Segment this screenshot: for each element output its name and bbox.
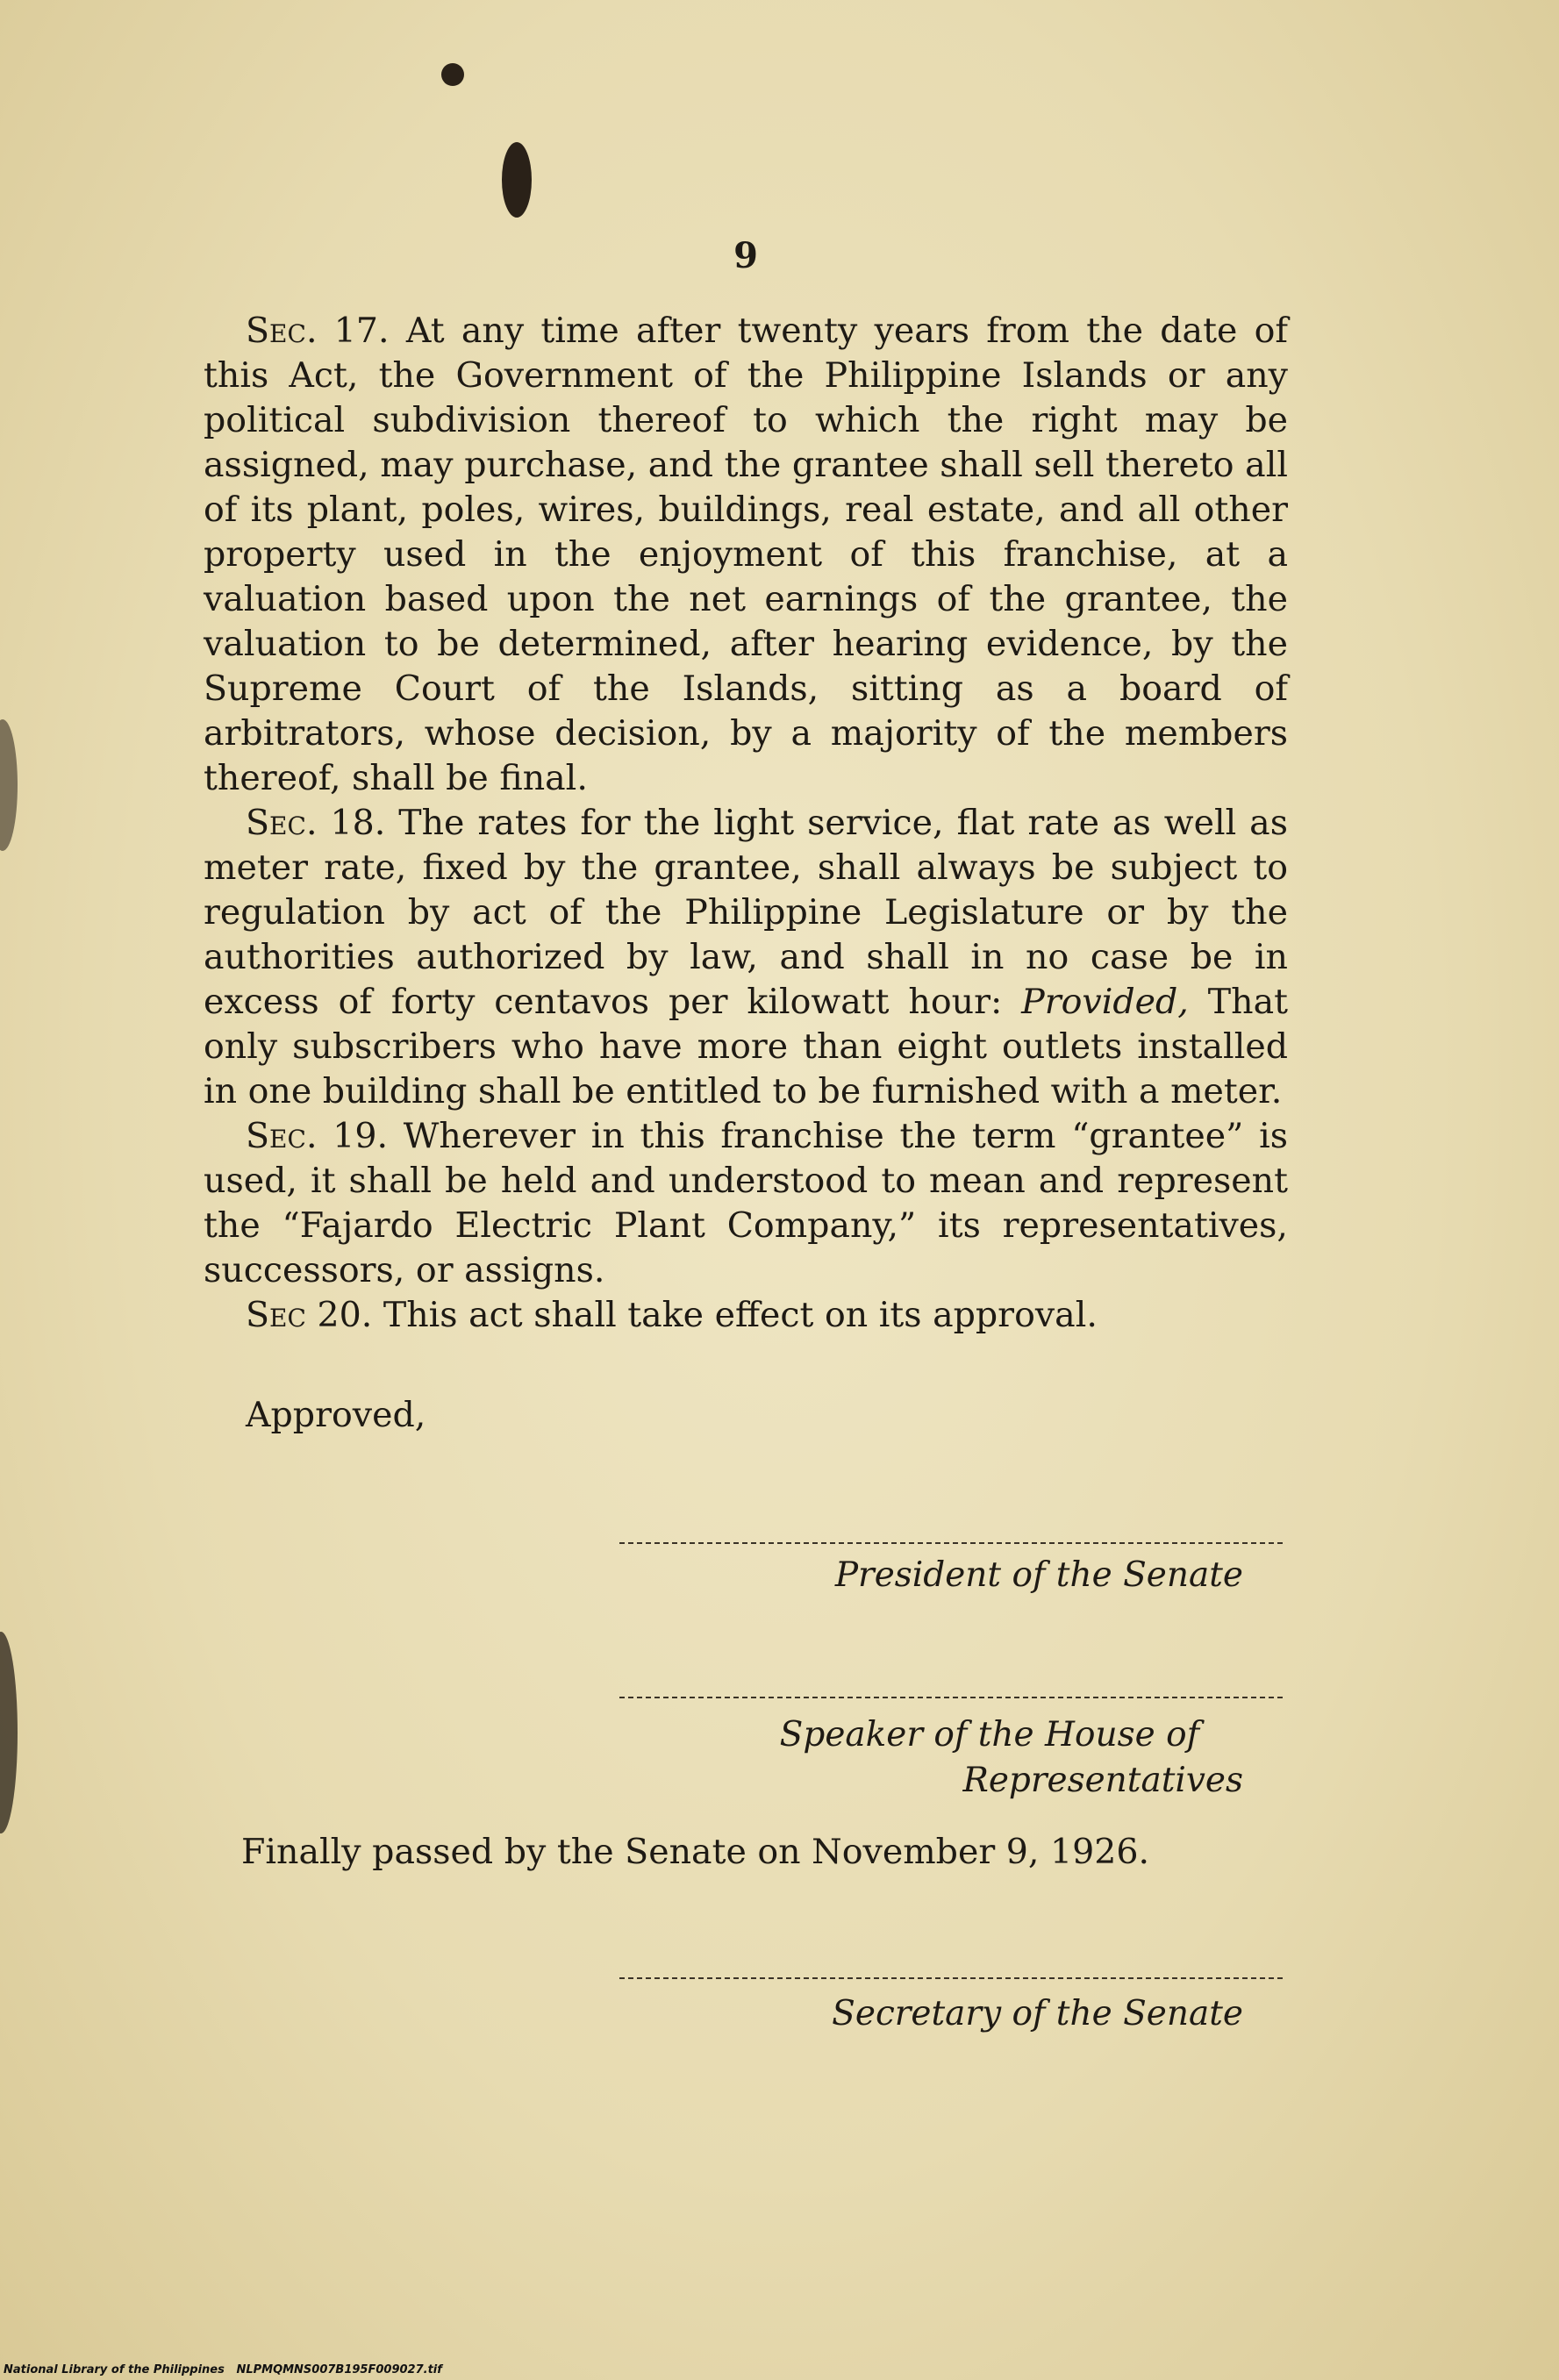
footer-file: NLPMQMNS007B195F009027.tif	[236, 2363, 442, 2376]
signature-line-speaker	[619, 1697, 1283, 1698]
section-label: Sec	[246, 1295, 306, 1335]
signature-line-secretary	[619, 1977, 1283, 1979]
passed-statement: Finally passed by the Senate on November 9, 1926.	[241, 1832, 1150, 1872]
section-text: At any time after twenty years from the date of this Act, the Government of the Philippine Islands or any political subdivision thereof to which the right may be assigned, may purchase, and the grantee shall sell thereto all of its plant, poles, wires, buildings, real estate, and all other property used in the enjoyment of this franchise, at a valuation based upon the net earnings of the grantee, the valuation to be determined, after hearing evidence, by the Supreme Court of the Islands, sitting as a board of arbitrators, whose decision, by a majority of the members thereof, shall be final.	[204, 311, 1288, 798]
section-number: . 19.	[305, 1116, 389, 1156]
section-17	[204, 309, 1288, 801]
speaker-title-line1: Speaker of the House of	[779, 1715, 1199, 1755]
section-text: Wherever in this franchise the term “grantee” is used, it shall be held and understood to mean and represent the “Fajardo Electric Plant Company,” its representatives, successors, or assigns.	[204, 1116, 1288, 1290]
page-number: 9	[733, 235, 758, 276]
president-title: President of the Senate	[834, 1555, 1243, 1595]
section-label: Sec	[246, 1116, 306, 1156]
section-text: That only subscribers who have more than eight outlets installed in one building shall be entitled to be furnished with a meter.	[204, 982, 1288, 1111]
ink-blot	[441, 63, 464, 86]
speaker-title-line2: Representatives	[962, 1761, 1243, 1800]
section-label: Sec	[246, 803, 306, 843]
section-number: 20.	[305, 1295, 373, 1335]
section-text: This act shall take effect on its approval.	[372, 1295, 1098, 1335]
section-number: . 17.	[305, 311, 390, 351]
section-emphasis: Provided,	[1021, 982, 1189, 1022]
section-label: Sec	[246, 311, 306, 351]
section-20	[204, 1293, 1288, 1338]
approved-label: Approved,	[246, 1395, 426, 1435]
signature-line-president	[619, 1542, 1283, 1544]
section-text: The rates for the light service, flat rate as well as meter rate, fixed by the grantee, shall always be subject to regulation by act of the Philippine Legislature or by the authorities authorized by law, and shall in no case be in excess of forty centavos per kilowatt hour:	[204, 803, 1289, 1022]
scan-footer	[4, 2363, 442, 2376]
section-18	[204, 801, 1288, 1114]
ink-blot	[502, 142, 532, 218]
secretary-title: Secretary of the Senate	[832, 1994, 1243, 2033]
section-19	[204, 1114, 1288, 1293]
section-number: . 18.	[305, 803, 386, 843]
body-text	[204, 309, 1288, 1338]
footer-library: National Library of the Philippines	[4, 2363, 225, 2376]
